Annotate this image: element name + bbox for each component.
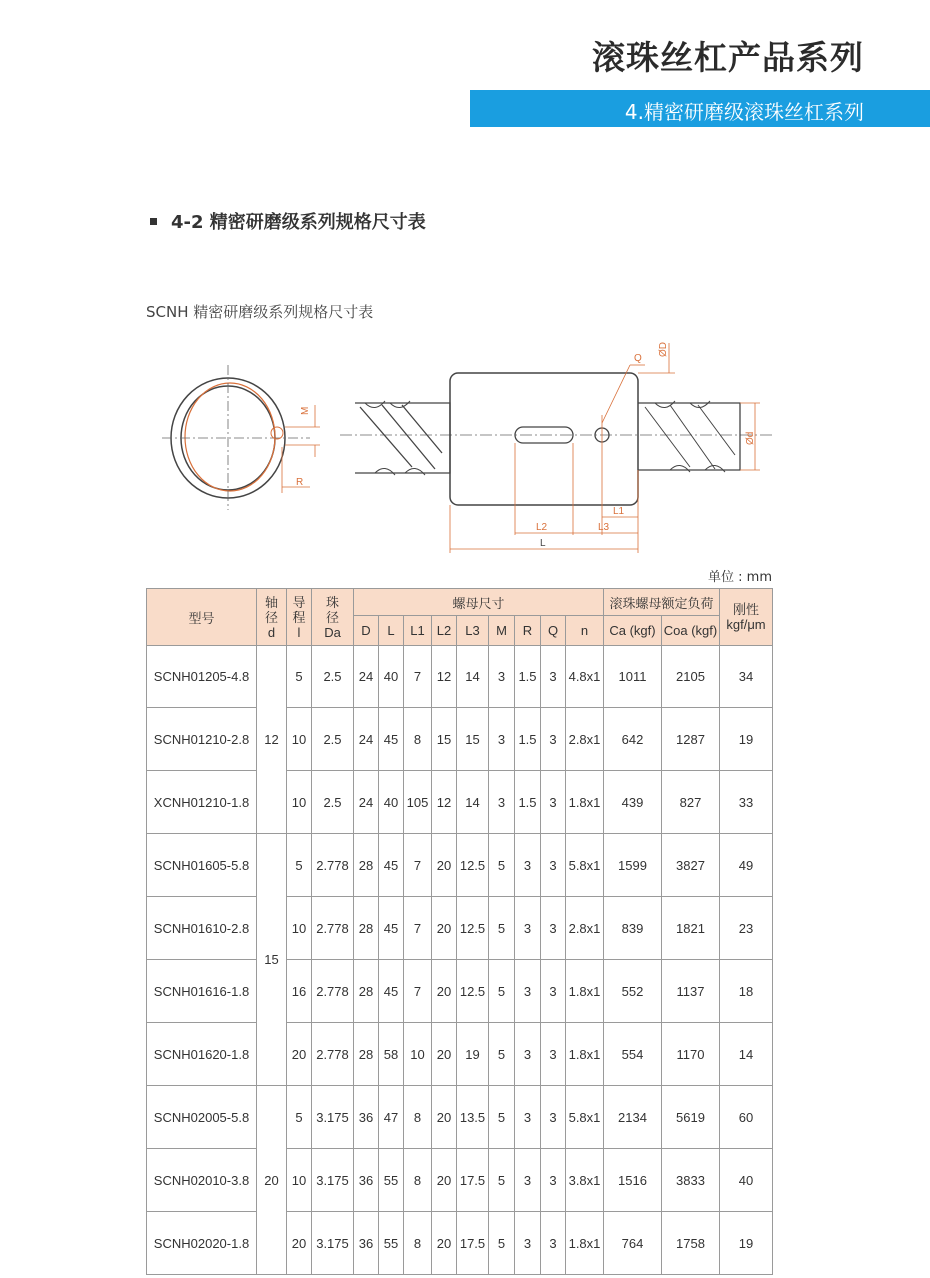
cell-l2: 20 xyxy=(432,1023,457,1086)
unit-label: 单位 : mm xyxy=(708,570,772,585)
cell-q: 3 xyxy=(541,897,566,960)
dim-label-shaft-d: Ød xyxy=(745,431,756,445)
cell-lead: 20 xyxy=(287,1023,312,1086)
cell-d: 24 xyxy=(354,646,379,708)
ball-screw-drawing xyxy=(150,335,780,555)
cell-m: 5 xyxy=(489,1149,515,1212)
cell-l: 45 xyxy=(379,834,404,897)
table-row xyxy=(147,960,773,1023)
cell-rig: 49 xyxy=(720,834,773,897)
cell-n: 5.8x1 xyxy=(566,1086,604,1149)
cell-l1: 7 xyxy=(404,646,432,708)
col-header-l: L xyxy=(379,616,404,646)
cell-m: 5 xyxy=(489,834,515,897)
cell-l2: 20 xyxy=(432,1086,457,1149)
cell-coa: 1287 xyxy=(662,708,720,771)
cell-model: SCNH01616-1.8 xyxy=(147,960,257,1023)
col-group-load: 滚珠螺母额定负荷 xyxy=(604,589,720,616)
cell-q: 3 xyxy=(541,708,566,771)
category-banner-title: 4.精密研磨级滚珠丝杠系列 xyxy=(624,100,864,124)
cell-l2: 20 xyxy=(432,834,457,897)
cell-ca: 1011 xyxy=(604,646,662,708)
cell-ca: 839 xyxy=(604,897,662,960)
spec-table-body xyxy=(147,646,773,1275)
col-header-shaft: 轴 径 d xyxy=(257,589,287,646)
cell-l2: 15 xyxy=(432,708,457,771)
cell-d: 36 xyxy=(354,1086,379,1149)
cell-m: 3 xyxy=(489,708,515,771)
cell-r: 3 xyxy=(515,1023,541,1086)
cell-da: 3.175 xyxy=(312,1212,354,1275)
page-title: 滚珠丝杠产品系列 xyxy=(592,38,864,77)
cell-q: 3 xyxy=(541,1212,566,1275)
table-row xyxy=(147,1149,773,1212)
cell-l1: 105 xyxy=(404,771,432,834)
cell-d: 36 xyxy=(354,1149,379,1212)
table-row xyxy=(147,834,773,897)
cell-l1: 8 xyxy=(404,1086,432,1149)
cell-model: SCNH02005-5.8 xyxy=(147,1086,257,1149)
cell-l2: 20 xyxy=(432,960,457,1023)
cell-l: 55 xyxy=(379,1149,404,1212)
cell-rig: 34 xyxy=(720,646,773,708)
cell-l: 58 xyxy=(379,1023,404,1086)
cell-l2: 12 xyxy=(432,646,457,708)
cell-r: 3 xyxy=(515,1212,541,1275)
cell-rig: 19 xyxy=(720,708,773,771)
cell-l3: 13.5 xyxy=(457,1086,489,1149)
cell-l2: 20 xyxy=(432,1149,457,1212)
cell-da: 2.778 xyxy=(312,834,354,897)
col-header-l3: L3 xyxy=(457,616,489,646)
cell-r: 3 xyxy=(515,1086,541,1149)
col-header-d-outer: D xyxy=(354,616,379,646)
cell-l1: 7 xyxy=(404,960,432,1023)
cell-d: 24 xyxy=(354,708,379,771)
table-row xyxy=(147,897,773,960)
cell-shaft-diameter: 12 xyxy=(257,646,287,834)
cell-model: SCNH01205-4.8 xyxy=(147,646,257,708)
cell-coa: 1758 xyxy=(662,1212,720,1275)
col-header-rigidity: 刚性 kgf/μm xyxy=(720,589,773,646)
cell-da: 2.5 xyxy=(312,708,354,771)
cell-model: SCNH01210-2.8 xyxy=(147,708,257,771)
cell-shaft-diameter: 15 xyxy=(257,834,287,1086)
cell-coa: 3833 xyxy=(662,1149,720,1212)
cell-ca: 552 xyxy=(604,960,662,1023)
cell-lead: 10 xyxy=(287,897,312,960)
nut-side-view xyxy=(340,342,775,553)
cell-lead: 20 xyxy=(287,1212,312,1275)
cell-l: 47 xyxy=(379,1086,404,1149)
cell-m: 5 xyxy=(489,960,515,1023)
cell-n: 5.8x1 xyxy=(566,834,604,897)
cell-l2: 12 xyxy=(432,771,457,834)
cell-rig: 33 xyxy=(720,771,773,834)
cell-d: 36 xyxy=(354,1212,379,1275)
cell-q: 3 xyxy=(541,771,566,834)
cell-n: 1.8x1 xyxy=(566,771,604,834)
dim-label-q: Q xyxy=(634,353,642,364)
cell-da: 2.778 xyxy=(312,960,354,1023)
cell-ca: 1599 xyxy=(604,834,662,897)
cell-r: 3 xyxy=(515,1149,541,1212)
cell-l1: 8 xyxy=(404,1212,432,1275)
cell-n: 2.8x1 xyxy=(566,897,604,960)
cell-lead: 16 xyxy=(287,960,312,1023)
cell-model: SCNH02010-3.8 xyxy=(147,1149,257,1212)
cell-l3: 15 xyxy=(457,708,489,771)
cell-n: 1.8x1 xyxy=(566,960,604,1023)
cell-coa: 1170 xyxy=(662,1023,720,1086)
cell-da: 3.175 xyxy=(312,1086,354,1149)
cell-lead: 5 xyxy=(287,646,312,708)
dim-label-l1: L1 xyxy=(613,506,625,517)
cell-rig: 23 xyxy=(720,897,773,960)
cell-m: 3 xyxy=(489,771,515,834)
cell-l1: 8 xyxy=(404,708,432,771)
cell-d: 24 xyxy=(354,771,379,834)
cell-n: 2.8x1 xyxy=(566,708,604,771)
col-header-q: Q xyxy=(541,616,566,646)
cell-ca: 1516 xyxy=(604,1149,662,1212)
cell-lead: 10 xyxy=(287,1149,312,1212)
cell-m: 5 xyxy=(489,897,515,960)
cell-d: 28 xyxy=(354,960,379,1023)
cell-l2: 20 xyxy=(432,1212,457,1275)
dim-label-r: R xyxy=(296,477,304,488)
cell-rig: 19 xyxy=(720,1212,773,1275)
cell-q: 3 xyxy=(541,646,566,708)
cell-m: 5 xyxy=(489,1086,515,1149)
cell-m: 5 xyxy=(489,1212,515,1275)
cell-rig: 40 xyxy=(720,1149,773,1212)
cell-lead: 5 xyxy=(287,834,312,897)
section-heading-text: 4-2 精密研磨级系列规格尺寸表 xyxy=(171,212,426,233)
dim-label-l3: L3 xyxy=(598,522,610,533)
table-row xyxy=(147,771,773,834)
cell-l: 40 xyxy=(379,771,404,834)
cell-n: 3.8x1 xyxy=(566,1149,604,1212)
dim-label-l2: L2 xyxy=(536,522,548,533)
cell-r: 3 xyxy=(515,897,541,960)
cell-coa: 1821 xyxy=(662,897,720,960)
cell-q: 3 xyxy=(541,834,566,897)
col-header-l2: L2 xyxy=(432,616,457,646)
cell-model: SCNH01620-1.8 xyxy=(147,1023,257,1086)
cell-q: 3 xyxy=(541,960,566,1023)
cell-q: 3 xyxy=(541,1086,566,1149)
cell-m: 3 xyxy=(489,646,515,708)
cell-n: 4.8x1 xyxy=(566,646,604,708)
dim-label-l: L xyxy=(540,538,546,549)
cell-l3: 14 xyxy=(457,771,489,834)
cell-l3: 12.5 xyxy=(457,834,489,897)
cell-l: 45 xyxy=(379,960,404,1023)
cell-l2: 20 xyxy=(432,897,457,960)
cell-l3: 17.5 xyxy=(457,1212,489,1275)
dim-label-m: M xyxy=(300,406,311,415)
cell-l3: 12.5 xyxy=(457,960,489,1023)
cell-d: 28 xyxy=(354,897,379,960)
cell-n: 1.8x1 xyxy=(566,1212,604,1275)
table-row xyxy=(147,1212,773,1275)
col-header-n: n xyxy=(566,616,604,646)
cell-l1: 10 xyxy=(404,1023,432,1086)
table-caption: SCNH 精密研磨级系列规格尺寸表 xyxy=(146,303,374,321)
cell-q: 3 xyxy=(541,1149,566,1212)
col-header-r: R xyxy=(515,616,541,646)
cell-da: 2.778 xyxy=(312,1023,354,1086)
cell-r: 3 xyxy=(515,834,541,897)
cell-lead: 5 xyxy=(287,1086,312,1149)
cell-model: XCNH01210-1.8 xyxy=(147,771,257,834)
cell-l3: 17.5 xyxy=(457,1149,489,1212)
cell-coa: 5619 xyxy=(662,1086,720,1149)
cell-l3: 19 xyxy=(457,1023,489,1086)
table-row xyxy=(147,708,773,771)
col-header-ball: 珠 径 Da xyxy=(312,589,354,646)
section-heading xyxy=(150,208,426,234)
cell-l3: 12.5 xyxy=(457,897,489,960)
cell-rig: 18 xyxy=(720,960,773,1023)
cell-coa: 827 xyxy=(662,771,720,834)
cell-r: 1.5 xyxy=(515,771,541,834)
cell-d: 28 xyxy=(354,834,379,897)
table-row xyxy=(147,646,773,708)
cell-shaft-diameter: 20 xyxy=(257,1086,287,1275)
cell-da: 2.5 xyxy=(312,646,354,708)
cell-model: SCNH02020-1.8 xyxy=(147,1212,257,1275)
cell-r: 1.5 xyxy=(515,646,541,708)
cell-r: 1.5 xyxy=(515,708,541,771)
cell-ca: 764 xyxy=(604,1212,662,1275)
cell-coa: 1137 xyxy=(662,960,720,1023)
cell-lead: 10 xyxy=(287,771,312,834)
cell-q: 3 xyxy=(541,1023,566,1086)
col-header-ca: Ca (kgf) xyxy=(604,616,662,646)
cell-ca: 642 xyxy=(604,708,662,771)
cell-l3: 14 xyxy=(457,646,489,708)
cell-model: SCNH01610-2.8 xyxy=(147,897,257,960)
cell-ca: 439 xyxy=(604,771,662,834)
cell-rig: 60 xyxy=(720,1086,773,1149)
cell-l1: 7 xyxy=(404,834,432,897)
cell-m: 5 xyxy=(489,1023,515,1086)
col-header-m: M xyxy=(489,616,515,646)
cell-da: 3.175 xyxy=(312,1149,354,1212)
dim-label-outer-d: ØD xyxy=(658,342,669,357)
category-banner xyxy=(470,90,930,127)
cell-l: 45 xyxy=(379,708,404,771)
cell-r: 3 xyxy=(515,960,541,1023)
cell-model: SCNH01605-5.8 xyxy=(147,834,257,897)
nut-end-view xyxy=(162,365,320,510)
cell-l: 55 xyxy=(379,1212,404,1275)
cell-coa: 3827 xyxy=(662,834,720,897)
cell-lead: 10 xyxy=(287,708,312,771)
cell-da: 2.5 xyxy=(312,771,354,834)
col-group-nut: 螺母尺寸 xyxy=(354,589,604,616)
cell-rig: 14 xyxy=(720,1023,773,1086)
cell-coa: 2105 xyxy=(662,646,720,708)
cell-d: 28 xyxy=(354,1023,379,1086)
cell-l: 45 xyxy=(379,897,404,960)
spec-table xyxy=(146,588,773,1275)
cell-da: 2.778 xyxy=(312,897,354,960)
col-header-l1: L1 xyxy=(404,616,432,646)
col-header-lead: 导 程 l xyxy=(287,589,312,646)
cell-ca: 554 xyxy=(604,1023,662,1086)
cell-n: 1.8x1 xyxy=(566,1023,604,1086)
cell-l1: 8 xyxy=(404,1149,432,1212)
cell-l: 40 xyxy=(379,646,404,708)
col-header-model: 型号 xyxy=(147,589,257,646)
table-row xyxy=(147,1086,773,1149)
col-header-coa: Coa (kgf) xyxy=(662,616,720,646)
cell-ca: 2134 xyxy=(604,1086,662,1149)
table-row xyxy=(147,1023,773,1086)
cell-l1: 7 xyxy=(404,897,432,960)
bullet-square-icon xyxy=(150,218,157,225)
